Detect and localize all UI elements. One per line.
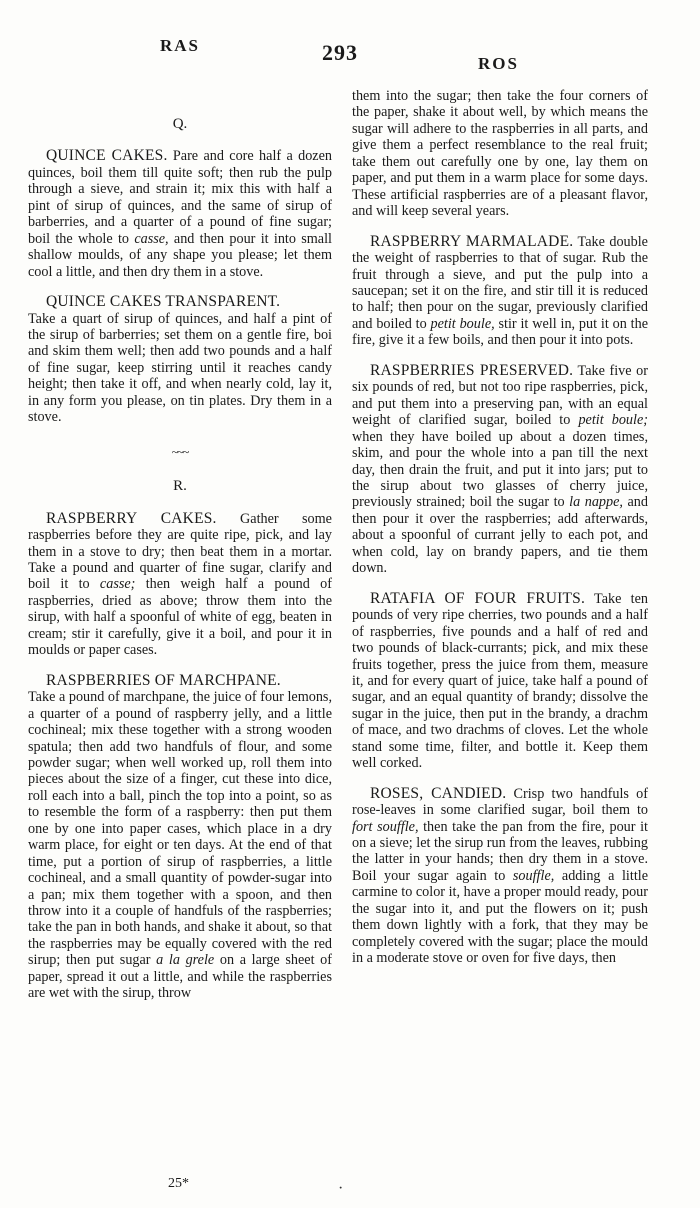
entry-title: RASPBERRIES OF MARCHPANE.	[46, 671, 281, 689]
entry-text: and then pour it into small shallow moulds, of any shape you please; let them cool a little, and then dry them in a stove.	[28, 230, 332, 280]
entry-text: adding a little carmine to color it, have a proper mould ready, pour the sugar into it, and put the flowers on it; push them down lightly with a fork, that they may be completely covered with the sugar; place the mould in a moderate stove or oven for five days, then	[352, 867, 648, 967]
entry-term: souffle,	[512, 867, 555, 884]
entry-title: RATAFIA OF FOUR FRUITS.	[370, 589, 586, 607]
entry-text: stir it well in, put it on the fire, give it a few boils, and then pour it into pots.	[352, 315, 648, 349]
entry-text: Take a pound of marchpane, the juice of four lemons, a quarter of a pound of raspberry jelly, and a little cochineal; mix these together with a strong wooden spatula; then add two handfuls of flour, and some powder sugar; when well worked up, roll them into pieces about the size of a finger, cut these into dice, roll each into a ball, pinch the top into a point, so as to resemble the form of a raspberry: then put them one by one into paper cases, which place in a dry warm place, for eight or ten days. At the end of that time, put a portion of sirup of raspberries, a little cochineal, and a small quantity of powder-sugar into a pan; mix them together with a spoon, and then throw into it a couple of handfuls of the raspberries; take the pan in both hands, and shake it about, so that the raspberries may be equally covered with the red sirup; then put sugar	[28, 689, 332, 969]
entry-ratafia-of-four-fruits	[352, 591, 648, 772]
entry-title: QUINCE CAKES TRANSPARENT.	[46, 293, 281, 311]
entry-quince-cakes-transparent	[28, 294, 332, 426]
signature-mark: 25*	[168, 1176, 189, 1191]
running-head-right: ROS	[478, 54, 519, 73]
left-column	[28, 112, 332, 1016]
entry-quince-cakes	[28, 148, 332, 280]
entry-term: casse;	[99, 576, 136, 593]
entry-text: Take a quart of sirup of quinces, and half a pint of the sirup of barberries; set them on a gentle fire, boi and skim them well; then add two pounds and a half of fine sugar, keep stirring until it reaches candy height; then take it off, and when nearly cold, lay it, in any form you please, on tin plates. Dry them in a stove.	[28, 310, 332, 426]
ink-speck: ·	[338, 1180, 344, 1197]
entry-title: RASPBERRY CAKES.	[46, 509, 217, 527]
entry-text: then take the pan from the fire, pour it on a sieve; let the sirup run from the leaves, rubbing the latter in your hands; then dry them in a stove. Boil your sugar again to	[352, 818, 648, 884]
entry-raspberry-marmalade	[352, 234, 648, 349]
entry-raspberries-preserved	[352, 363, 648, 577]
entry-raspberries-of-marchpane	[28, 673, 332, 1002]
entry-term: casse,	[134, 230, 169, 247]
entry-text: Crisp two handfuls of rose-leaves in some clarified sugar, boil them to	[352, 785, 648, 819]
entry-title: RASPBERRY MARMALADE.	[370, 232, 574, 250]
entry-raspberry-cakes	[28, 511, 332, 659]
section-letter-r: R.	[173, 478, 187, 495]
entry-text: then weigh half a pound of raspberries, dried as above; throw them into the sirup, with half a spoonful of white of egg, beaten in cream; stir it carefully, give it a boil, and pour it in moulds or paper cases.	[28, 576, 332, 659]
entry-text: and then pour it over the raspberries; add afterwards, about a spoonful of currant jelly to each pot, and when cold, lay on brandy papers, and tie them down.	[352, 494, 648, 577]
entry-text: Take double the weight of raspberries to that of sugar. Rub the fruit through a sieve, and put the pulp into a saucepan; set it on the fire, and stir till it is reduced to half; then pour on the sugar, previously clarified and boiled to	[352, 233, 648, 332]
entry-term: petit boule,	[430, 315, 495, 332]
entry-continuation: them into the sugar; then take the four corners of the paper, shake it about well, by which means the sugar will adhere to the raspberries in all parts, and give them a perfect resemblance to the real fruit; take them out carefully one by one, lay them on paper, and put them in a warm place for some days. These artificial raspberries are of a pleasant flavor, and will keep several years.	[352, 88, 648, 220]
entry-title: QUINCE CAKES.	[46, 147, 168, 165]
right-column	[352, 88, 648, 981]
section-letter-q: Q.	[172, 116, 188, 132]
entry-term: petit boule;	[578, 412, 648, 429]
entry-text: Pare and core half a dozen quinces, boil them till quite soft; then rub the pulp through a sieve, and strain it; mix this with half a pint of sirup of quinces, and the same of sirup of barberries, and a quarter of a pound of fine sugar; boil the whole to	[28, 148, 332, 247]
entry-title: RASPBERRIES PRESERVED.	[370, 361, 574, 379]
entry-text: Gather some raspberries before they are quite ripe, pick, and lay them in a stove to dry; then beat them in a mortar. Take a pound and quarter of fine sugar, clarify and boil it to	[28, 510, 332, 593]
entry-text: on a large sheet of paper, spread it out a little, and while the raspberries are wet with the sirup, throw	[28, 952, 332, 1002]
running-head-left: RAS	[160, 36, 201, 55]
entry-text: when they have boiled up about a dozen times, skim, and pour the whole into a pan till the next day, then drain the fruit, and put it into jars; put to the sirup about two glasses of cherry juice, previously strained; boil the sugar to	[352, 428, 648, 511]
entry-text: Take ten pounds of very ripe cherries, two pounds and a half of raspberries, five pounds and a half of red and two pounds of black-currants; pick, and mix these fruits together, press the juice from them, measure it, and for every quart of juice, take half a pound of sugar, and an equal quantity of brandy; dissolve the sugar in the juice, then put in the brandy, a drachm of mace, and two drachms of cloves. Let the whole stand some time, filter, and bottle it. Keep them well corked.	[352, 590, 648, 772]
entry-term: a la grele	[156, 952, 215, 969]
entry-roses-candied	[352, 786, 648, 967]
entry-term: la nappe,	[569, 494, 623, 511]
page-number: 293	[322, 40, 358, 65]
entry-title: ROSES, CANDIED.	[370, 784, 507, 802]
entry-term: fort souffle,	[352, 818, 419, 835]
section-separator: ~~~	[171, 444, 189, 459]
entry-text: Take five or six pounds of red, but not too ripe raspberries, pick, and put them into a preserving pan, with an equal weight of clarified sugar, boiled to	[352, 362, 648, 429]
